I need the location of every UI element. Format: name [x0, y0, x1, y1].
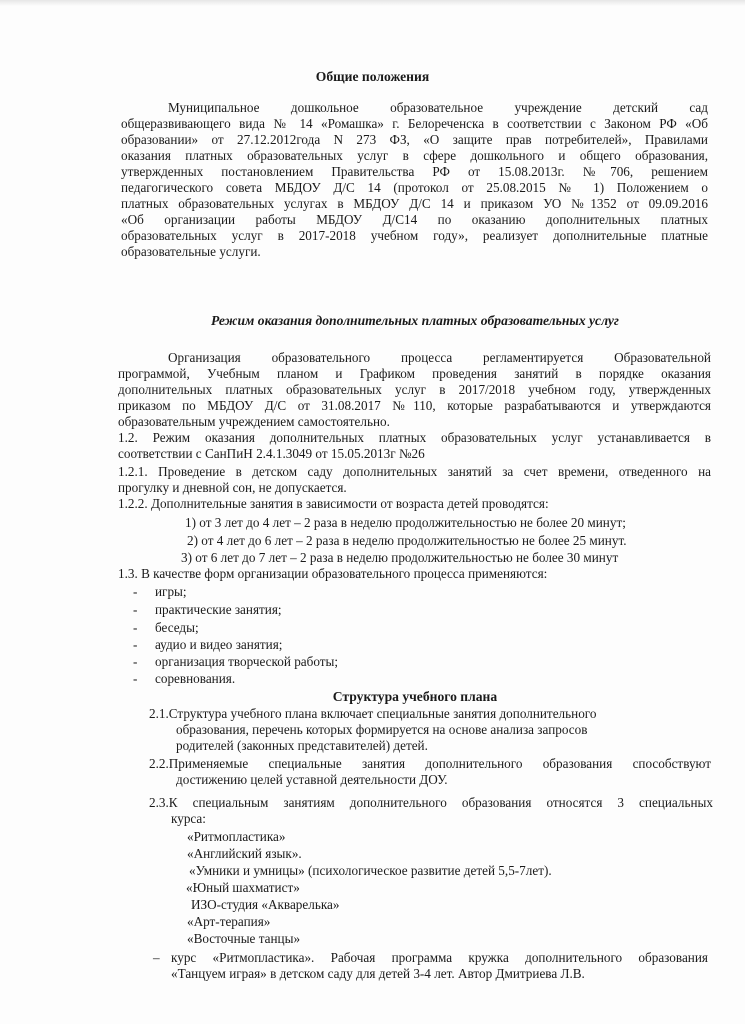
intro-line: образовании» от 27.12.2012года N 273 ФЗ, «О защите прав потребителей», Правилами [121, 132, 708, 147]
intro-line: утвержденных постановлением Правительства РФ от 15.08.2013г. №706, решением [121, 164, 708, 179]
plan-line: образования, перечень которых формируется на основе анализа запросов [176, 722, 588, 737]
bullet-dash: - [133, 584, 138, 599]
regime-line: приказом по МБДОУ Д/С от 31.08.2017 №110, которые разрабатываются и утверждаются [118, 398, 711, 413]
course-item: «Умники и умницы» (психологическое развитие детей 5,5-7лет). [189, 863, 552, 878]
plan-line: 2.1.Структура учебного плана включает специальные занятия дополнительного [149, 706, 597, 721]
course-item: «Юный шахматист» [186, 880, 300, 895]
regime-line: программой, Учебным планом и Графиком проведения занятий в порядке оказания [118, 366, 711, 381]
bullet-dash: - [133, 654, 138, 669]
plan-line: курса: [171, 811, 206, 826]
regime-line: образовательным учреждением самостоятельно. [118, 414, 390, 429]
intro-line: Муниципальное дошкольное образовательное учреждение детский сад [168, 100, 708, 115]
plan-line: родителей (законных представителей) детей. [176, 738, 428, 753]
regime-line: Организация образовательного процесса регламентируется Образовательной [168, 350, 711, 365]
list-item: аудио и видео занятия; [155, 637, 283, 652]
list-item: организация творческой работы; [155, 654, 339, 669]
list-item: игры; [155, 584, 187, 599]
course-item: ИЗО-студия «Акварелька» [191, 897, 340, 912]
bullet-dash: - [133, 620, 138, 635]
scan-shadow-edge [0, 0, 745, 6]
course-item: «Арт-терапия» [187, 914, 271, 929]
list-item: практические занятия; [155, 602, 282, 617]
regime-line: прогулку и дневной сон, не допускается. [118, 480, 347, 495]
bullet-long-dash: – [153, 950, 160, 965]
bullet-dash: - [133, 637, 138, 652]
course-item: «Ритмопластика» [187, 829, 286, 844]
age-rule-line: 3) от 6 лет до 7 лет – 2 раза в неделю продолжительностью не более 30 минут [181, 550, 619, 565]
list-item: беседы; [155, 620, 199, 635]
intro-line: педагогического совета МБДОУ Д/С 14 (протокол от 25.08.2015 № 1) Положением о [121, 180, 708, 195]
regime-line: 1.3. В качестве форм организации образовательного процесса применяются: [118, 566, 548, 581]
course-item: «Английский язык». [187, 846, 302, 861]
final-line: курс «Ритмопластика». Рабочая программа кружка дополнительного образования [171, 950, 708, 965]
intro-line: образовательных услуг в 2017-2018 учебном году», реализует дополнительные платные [121, 228, 708, 243]
regime-line: 1.2.1. Проведение в детском саду дополнительных занятий за счет времени, отведенного на [118, 464, 711, 479]
intro-line: «Об организации работы МБДОУ Д/С14 по оказанию дополнительных платных [121, 212, 708, 227]
plan-line: 2.2.Применяемые специальные занятия дополнительного образования способствуют [149, 756, 711, 771]
intro-line: платных образовательных услугах в МБДОУ Д/С 14 и приказом УО №1352 от 09.09.2016 [121, 196, 708, 211]
bullet-dash: - [133, 671, 138, 686]
regime-line: соответствии с СанПиН 2.4.1.3049 от 15.05.2013г №26 [118, 446, 425, 461]
intro-line: образовательные услуги. [121, 244, 261, 259]
regime-line: 1.2. Режим оказания дополнительных платных образовательных услуг устанавливается в [118, 430, 711, 445]
regime-line: 1.2.2. Дополнительные занятия в зависимости от возраста детей проводятся: [118, 496, 549, 511]
heading-regime: Режим оказания дополнительных платных образовательных услуг [211, 313, 619, 328]
final-line: «Танцуем играя» в детском саду для детей 3-4 лет. Автор Дмитриева Л.В. [171, 966, 585, 981]
regime-line: дополнительных платных образовательных услуг в 2017/2018 учебном году, утвержденных [118, 382, 711, 397]
plan-line: достижению целей уставной деятельности ДОУ. [176, 772, 448, 787]
course-item: «Восточные танцы» [187, 931, 301, 946]
heading-general-provisions: Общие положения [315, 69, 430, 84]
list-item: соревнования. [155, 671, 236, 686]
intro-line: общеразвивающего вида № 14 «Ромашка» г. Белореченска в соответствии с Законом РФ «Об [121, 116, 708, 131]
intro-line: оказания платных образовательных услуг в сфере дошкольного и общего образования, [121, 148, 708, 163]
bullet-dash: - [133, 602, 138, 617]
age-rule-line: 2) от 4 лет до 6 лет – 2 раза в неделю продолжительностью не более 25 минут. [187, 533, 627, 548]
age-rule-line: 1) от 3 лет до 4 лет – 2 раза в неделю продолжительностью не более 20 минут; [185, 515, 626, 530]
plan-line: 2.3.К специальным занятиям дополнительного образования относятся 3 специальных [149, 795, 713, 810]
heading-plan-structure: Структура учебного плана [332, 689, 498, 704]
